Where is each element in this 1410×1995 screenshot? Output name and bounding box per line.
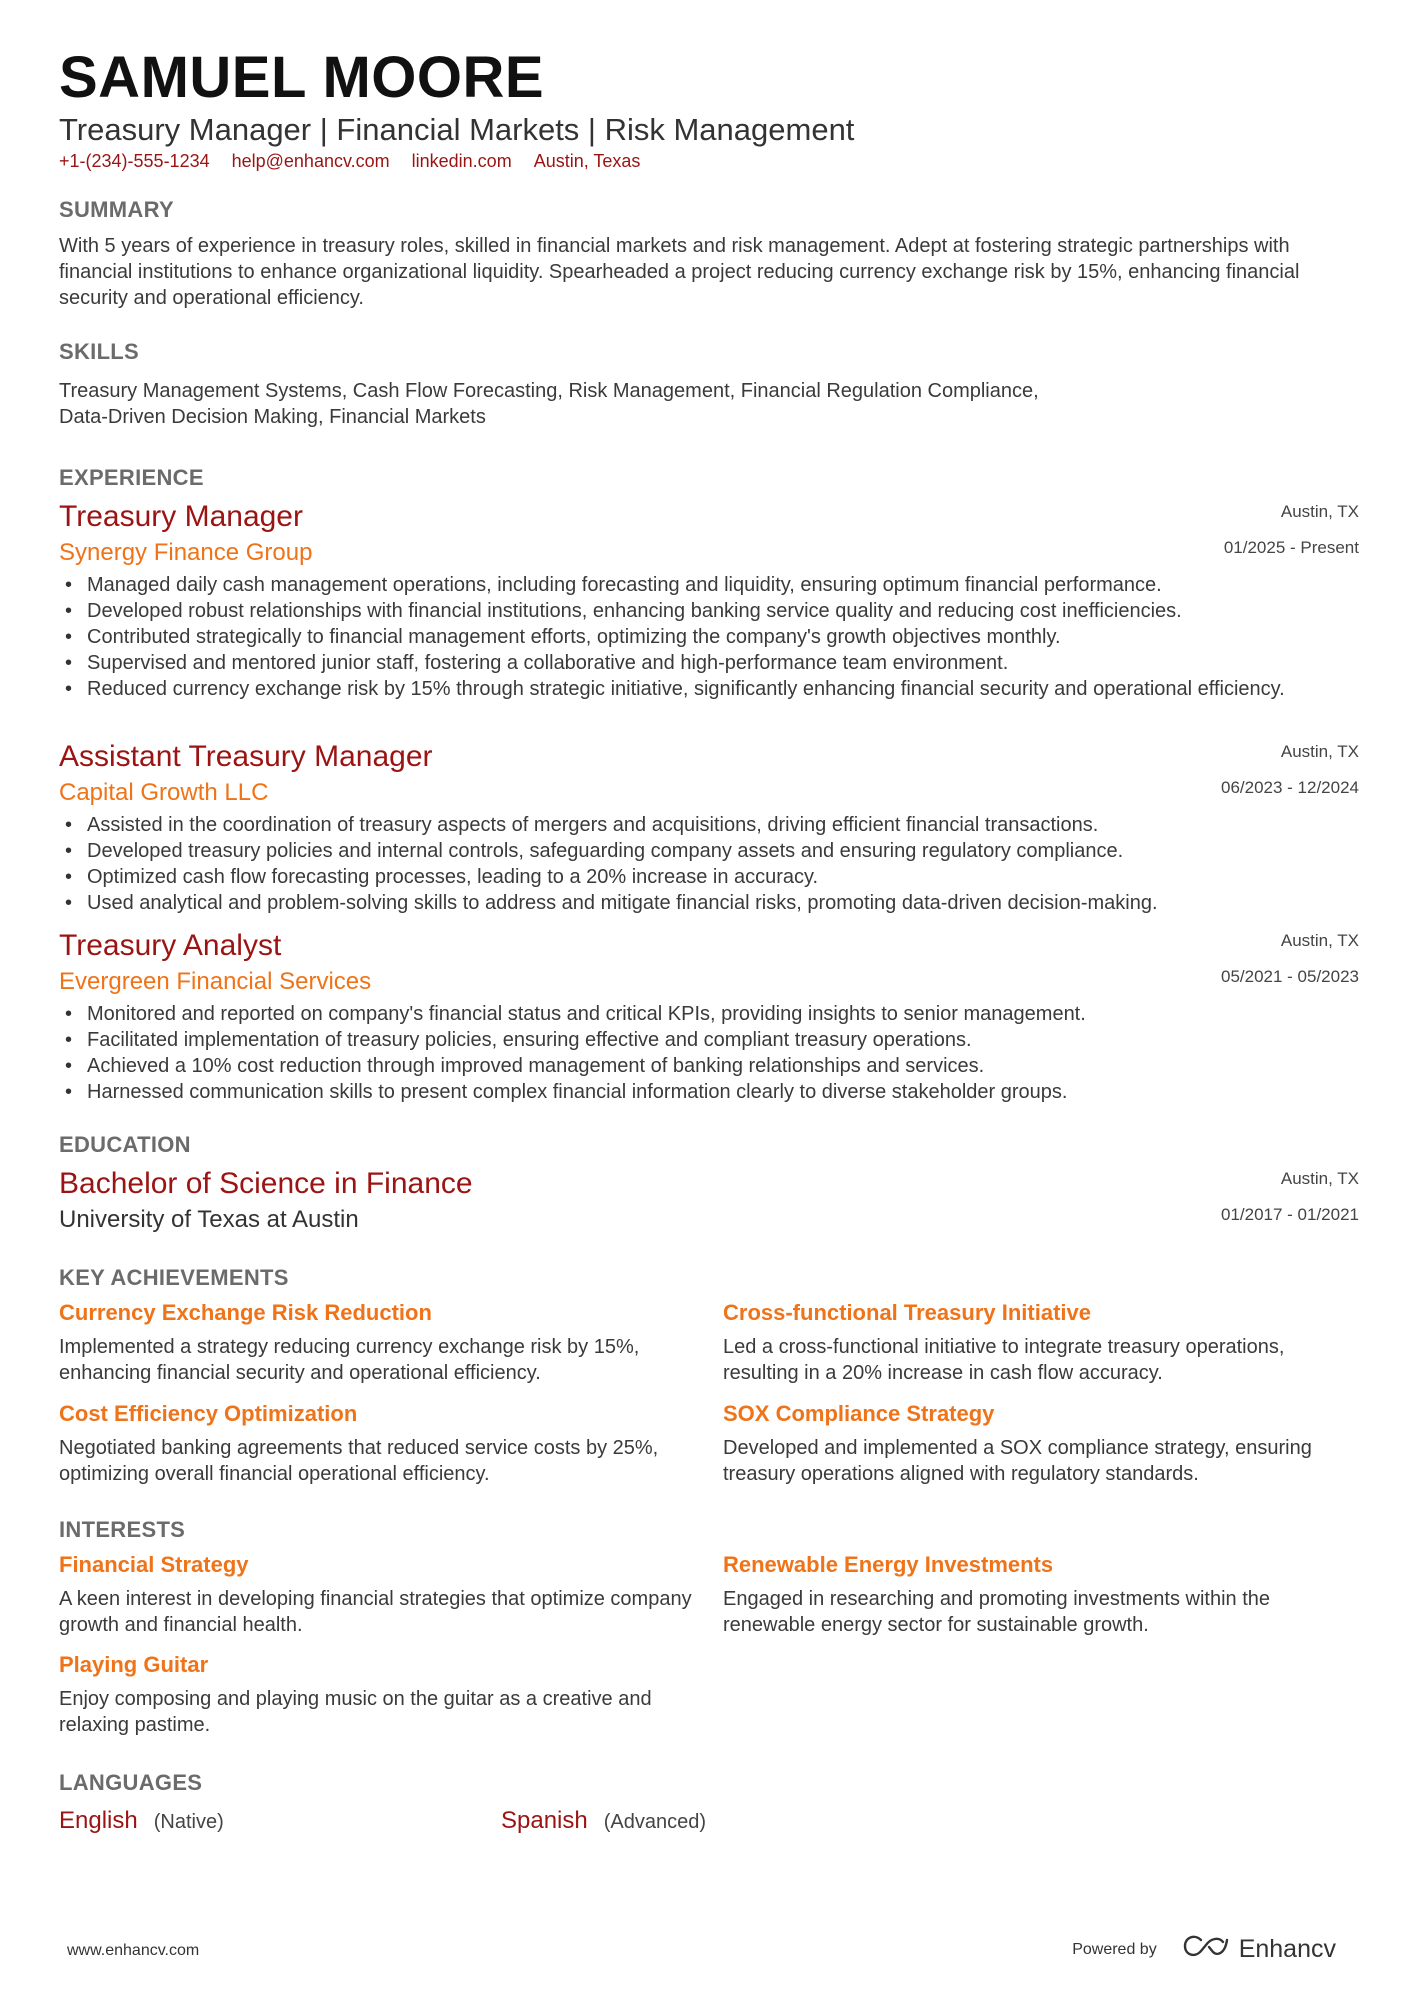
job-dates: 01/2025 - Present: [1223, 538, 1359, 557]
candidate-name: SAMUEL MOORE: [59, 45, 545, 110]
achievement-text: Led a cross-functional initiative to integrate treasury operations, resulting in a 20% increase in cash flow accuracy.: [723, 1336, 1285, 1384]
contact-bar: [59, 151, 640, 172]
brand-name: Enhancv: [1238, 1935, 1336, 1963]
linkedin-link[interactable]: linkedin.com: [411, 151, 512, 171]
interest-text: Enjoy composing and playing music on the guitar as a creative and relaxing pastime.: [59, 1688, 652, 1736]
job-title: Treasury Analyst: [59, 929, 282, 962]
experience-heading: EXPERIENCE: [59, 465, 204, 490]
language-level: (Native): [153, 1811, 224, 1833]
job-bullet: • Developed robust relationships with financial institutions, enhancing banking service quality and reducing cost inefficiencies.: [59, 598, 1359, 624]
achievement-item: [59, 1300, 699, 1386]
achievement-title: SOX Compliance Strategy: [723, 1401, 995, 1426]
interest-item: [59, 1652, 699, 1738]
job-bullet: • Reduced currency exchange risk by 15% through strategic initiative, significantly enhancing financial security and operational efficiency.: [59, 676, 1359, 702]
language-name: English: [59, 1807, 138, 1834]
enhancv-brand-link[interactable]: [1183, 1934, 1336, 1965]
phone-link[interactable]: +1-(234)-555-1234: [59, 151, 210, 171]
language-item: [59, 1807, 224, 1835]
job-bullet: • Achieved a 10% cost reduction through improved management of banking relationships and services.: [59, 1053, 1359, 1079]
skills-line: Data-Driven Decision Making, Financial Markets: [59, 406, 486, 428]
job-bullets: [59, 572, 1359, 702]
degree-title: Bachelor of Science in Finance: [59, 1167, 473, 1200]
job-title: Assistant Treasury Manager: [59, 740, 433, 773]
achievement-item: [723, 1401, 1363, 1487]
enhancv-logo-icon: [1183, 1934, 1229, 1965]
achievement-text: Implemented a strategy reducing currency exchange risk by 15%, enhancing financial security and operational efficiency.: [59, 1336, 640, 1384]
education-location: Austin, TX: [1280, 1169, 1359, 1188]
achievement-title: Currency Exchange Risk Reduction: [59, 1300, 432, 1325]
interest-text: Engaged in researching and promoting investments within the renewable energy sector for sustainable growth.: [723, 1588, 1270, 1636]
achievement-title: Cost Efficiency Optimization: [59, 1401, 358, 1426]
summary-heading: SUMMARY: [59, 197, 174, 222]
skills-line: Treasury Management Systems, Cash Flow Forecasting, Risk Management, Financial Regulation Compliance,: [59, 380, 1039, 402]
job-bullet: • Used analytical and problem-solving skills to address and mitigate financial risks, promoting data-driven decision-making.: [59, 890, 1359, 916]
achievement-text: Negotiated banking agreements that reduced service costs by 25%, optimizing overall financial operational efficiency.: [59, 1437, 659, 1485]
location-text: Austin, Texas: [533, 151, 641, 171]
education-heading: EDUCATION: [59, 1132, 191, 1157]
interest-item: [723, 1552, 1363, 1638]
school-name: University of Texas at Austin: [59, 1206, 359, 1233]
job-bullets: [59, 1001, 1359, 1105]
job-company: Evergreen Financial Services: [59, 968, 372, 995]
achievement-item: [723, 1300, 1363, 1386]
achievements-heading: KEY ACHIEVEMENTS: [59, 1265, 289, 1290]
language-level: (Advanced): [603, 1811, 707, 1833]
education-dates: 01/2017 - 01/2021: [1220, 1205, 1359, 1224]
interest-text: A keen interest in developing financial strategies that optimize company growth and financial health.: [59, 1588, 692, 1636]
language-name: Spanish: [501, 1807, 588, 1834]
interests-heading: INTERESTS: [59, 1517, 186, 1542]
headline: Treasury Manager | Financial Markets | Risk Management: [59, 112, 855, 147]
job-bullet: • Monitored and reported on company's financial status and critical KPIs, providing insights to senior management.: [59, 1001, 1359, 1027]
skills-heading: SKILLS: [59, 339, 140, 364]
job-bullet: • Contributed strategically to financial management efforts, optimizing the company's growth objectives monthly.: [59, 624, 1359, 650]
job-location: Austin, TX: [1280, 931, 1359, 950]
job-title: Treasury Manager: [59, 500, 303, 533]
interest-title: Renewable Energy Investments: [723, 1552, 1054, 1577]
email-link[interactable]: help@enhancv.com: [231, 151, 390, 171]
job-location: Austin, TX: [1280, 502, 1359, 521]
interest-item: [59, 1552, 699, 1638]
job-bullet: • Developed treasury policies and internal controls, safeguarding company assets and ensuring regulatory compliance.: [59, 838, 1359, 864]
job-location: Austin, TX: [1280, 742, 1359, 761]
languages-heading: LANGUAGES: [59, 1770, 203, 1795]
job-bullet: • Harnessed communication skills to present complex financial information clearly to diverse stakeholder groups.: [59, 1079, 1359, 1105]
summary-text: With 5 years of experience in treasury roles, skilled in financial markets and risk management. Adept at fostering strategic partnerships with financial institutions to enhance organizational liquidity. Spearheaded a project reducing currency exchange risk by 15%, enhancing financial security and operational efficiency.: [59, 235, 1300, 309]
footer-website-link[interactable]: www.enhancv.com: [67, 1942, 200, 1959]
footer-branding: [1072, 1934, 1336, 1965]
achievement-text: Developed and implemented a SOX compliance strategy, ensuring treasury operations aligned with regulatory standards.: [723, 1437, 1312, 1485]
language-item: [501, 1807, 706, 1835]
job-dates: 05/2021 - 05/2023: [1220, 967, 1359, 986]
job-company: Synergy Finance Group: [59, 539, 313, 566]
job-bullets: [59, 812, 1359, 916]
job-bullet: • Facilitated implementation of treasury policies, ensuring effective and compliant treasury operations.: [59, 1027, 1359, 1053]
achievement-item: [59, 1401, 699, 1487]
job-dates: 06/2023 - 12/2024: [1220, 778, 1359, 797]
interest-title: Playing Guitar: [59, 1652, 209, 1677]
achievement-title: Cross-functional Treasury Initiative: [723, 1300, 1091, 1325]
interest-title: Financial Strategy: [59, 1552, 249, 1577]
job-bullet: • Assisted in the coordination of treasury aspects of mergers and acquisitions, driving efficient financial transactions.: [59, 812, 1359, 838]
job-company: Capital Growth LLC: [59, 779, 269, 806]
job-bullet: • Supervised and mentored junior staff, fostering a collaborative and high-performance team environment.: [59, 650, 1359, 676]
job-bullet: • Optimized cash flow forecasting processes, leading to a 20% increase in accuracy.: [59, 864, 1359, 890]
job-bullet: • Managed daily cash management operations, including forecasting and liquidity, ensuring optimum financial performance.: [59, 572, 1359, 598]
powered-by-label: Powered by: [1072, 1940, 1157, 1958]
